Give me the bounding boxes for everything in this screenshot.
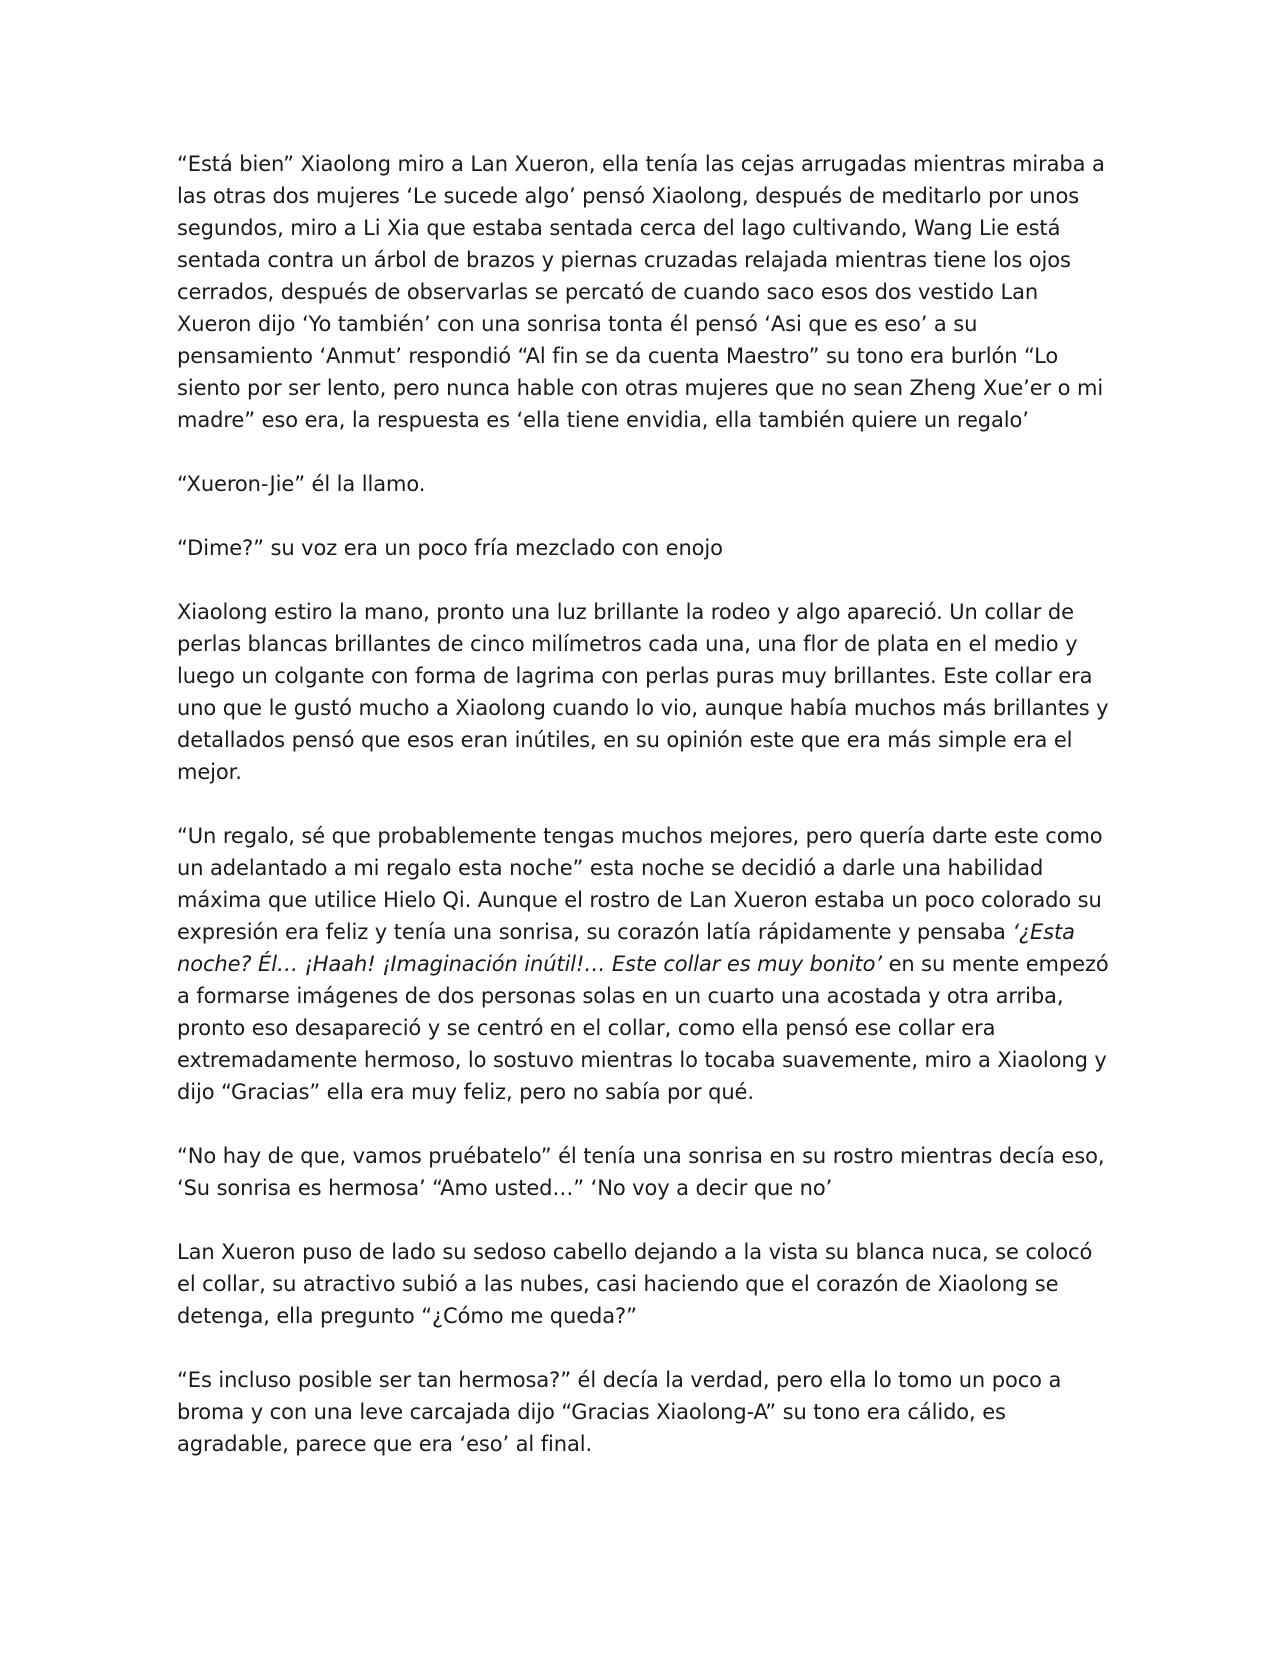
paragraph-5-text-before: “Un regalo, sé que probablemente tengas muchos mejores, pero quería darte este como un adelantado a mi regalo esta noche” esta noche se decidió a darle una habilidad máxima que utilice Hielo Qi. Aunque el rostro de Lan Xueron estaba un poco colorado su expresión era feliz y tenía una sonrisa, su corazón latía rápidamente y pensaba (177, 824, 1103, 944)
document-body (177, 148, 1117, 1460)
paragraph-4: Xiaolong estiro la mano, pronto una luz brillante la rodeo y algo apareció. Un collar de perlas blancas brillantes de cinco milímetros cada una, una flor de plata en el medio y luego un colgante con forma de lagrima con perlas puras muy brillantes. Este collar era uno que le gustó mucho a Xiaolong cuando lo vio, aunque había muchos más brillantes y detallados pensó que esos eran inútiles, en su opinión este que era más simple era el mejor. (177, 600, 1109, 784)
paragraph-5-text-after: en su mente empezó a formarse imágenes de dos personas solas en un cuarto una acostada y otra arriba, pronto eso desapareció y se centró en el collar, como ella pensó ese collar era extremadamente hermoso, lo sostuvo mientras lo tocaba suavemente, miro a Xiaolong y dijo “Gracias” ella era muy feliz, pero no sabía por qué. (177, 952, 1109, 1104)
paragraph-8: “Es incluso posible ser tan hermosa?” él decía la verdad, pero ella lo tomo un poco a broma y con una leve carcajada dijo “Gracias Xiaolong-A” su tono era cálido, es agradable, parece que era ‘eso’ al final. (177, 1368, 1062, 1456)
paragraph-3: “Dime?” su voz era un poco fría mezclado con enojo (177, 536, 723, 560)
paragraph-1: “Está bien” Xiaolong miro a Lan Xueron, ella tenía las cejas arrugadas mientras miraba a las otras dos mujeres ‘Le sucede algo’ pensó Xiaolong, después de meditarlo por unos segundos, miro a Li Xia que estaba sentada cerca del lago cultivando, Wang Lie está sentada contra un árbol de brazos y piernas cruzadas relajada mientras tiene los ojos cerrados, después de observarlas se percató de cuando saco esos dos vestido Lan Xueron dijo ‘Yo también’ con una sonrisa tonta él pensó ‘Asi que es eso’ a su pensamiento ‘Anmut’ respondió “Al fin se da cuenta Maestro” su tono era burlón “Lo siento por ser lento, pero nunca hable con otras mujeres que no sean Zheng Xue’er o mi madre” eso era, la respuesta es ‘ella tiene envidia, ella también quiere un regalo’ (177, 152, 1105, 432)
paragraph-5-thought-italic: ‘¿Esta noche? Él… ¡Haah! ¡Imaginación inútil!… Este collar es muy bonito’ (177, 920, 1075, 976)
paragraph-2: “Xueron-Jie” él la llamo. (177, 472, 426, 496)
paragraph-6: “No hay de que, vamos pruébatelo” él tenía una sonrisa en su rostro mientras decía eso, ‘Su sonrisa es hermosa’ “Amo usted…” ‘No voy a decir que no’ (177, 1144, 1105, 1200)
paragraph-7: Lan Xueron puso de lado su sedoso cabello dejando a la vista su blanca nuca, se colocó el collar, su atractivo subió a las nubes, casi haciendo que el corazón de Xiaolong se detenga, ella pregunto “¿Cómo me queda?” (177, 1240, 1093, 1328)
paragraph-5 (177, 820, 1117, 1108)
